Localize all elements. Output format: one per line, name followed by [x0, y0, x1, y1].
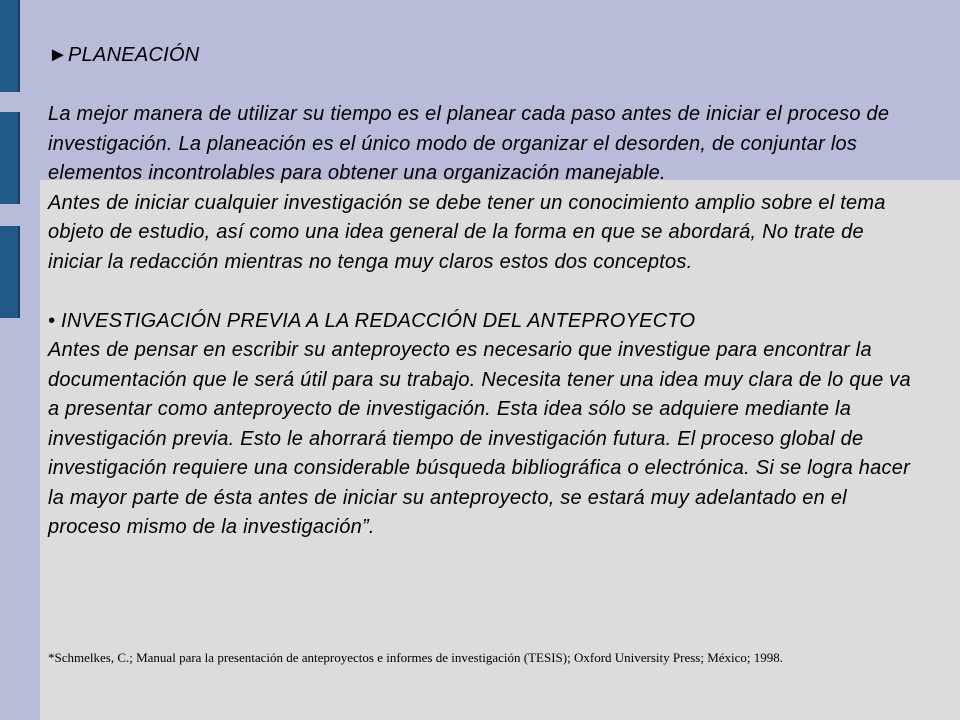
accent-bar-top — [0, 0, 18, 92]
accent-bar-middle — [0, 112, 18, 204]
paragraph-planeacion-2: Antes de iniciar cualquier investigación se debe tener un conocimiento amplio sobre el tema objeto de estudio, así como una idea general de la forma en que se abordará, No trate de iniciar la redacción mientras no tenga muy claros estos dos conceptos. — [48, 191, 886, 273]
footnote-citation: *Schmelkes, C.; Manual para la presentación de anteproyectos e informes de investigación (TESIS); Oxford University Press; México; 1998. — [48, 650, 784, 665]
paragraph-planeacion-1: La mejor manera de utilizar su tiempo es el planear cada paso antes de iniciar el proceso de investigación. La planeación es el único modo de organizar el desorden, de conjuntar los elementos incontrolables para obtener una organización manejable. — [48, 103, 890, 184]
section-heading-planeacion: ►PLANEACIÓN — [48, 44, 200, 66]
slide-body — [48, 41, 918, 543]
paragraph-investigacion: Antes de pensar en escribir su anteproyecto es necesario que investigue para encontrar la documentación que le será útil para su trabajo. Necesita tener una idea muy clara de lo que va a presentar como anteproyecto de investigación. Esta idea sólo se adquiere mediante la investigación previa. Esto le ahorrará tiempo de investigación futura. El proceso global de investigación requiere una considerable búsqueda bibliográfica o electrónica. Si se logra hacer la mayor parte de ésta antes de iniciar su anteproyecto, se estará muy adelantado en el proceso mismo de la investigación”. — [48, 339, 911, 538]
accent-bar-bottom — [0, 226, 18, 318]
spacer — [48, 277, 918, 307]
section-heading-investigacion: • INVESTIGACIÓN PREVIA A LA REDACCIÓN DEL ANTEPROYECTO — [48, 309, 696, 332]
